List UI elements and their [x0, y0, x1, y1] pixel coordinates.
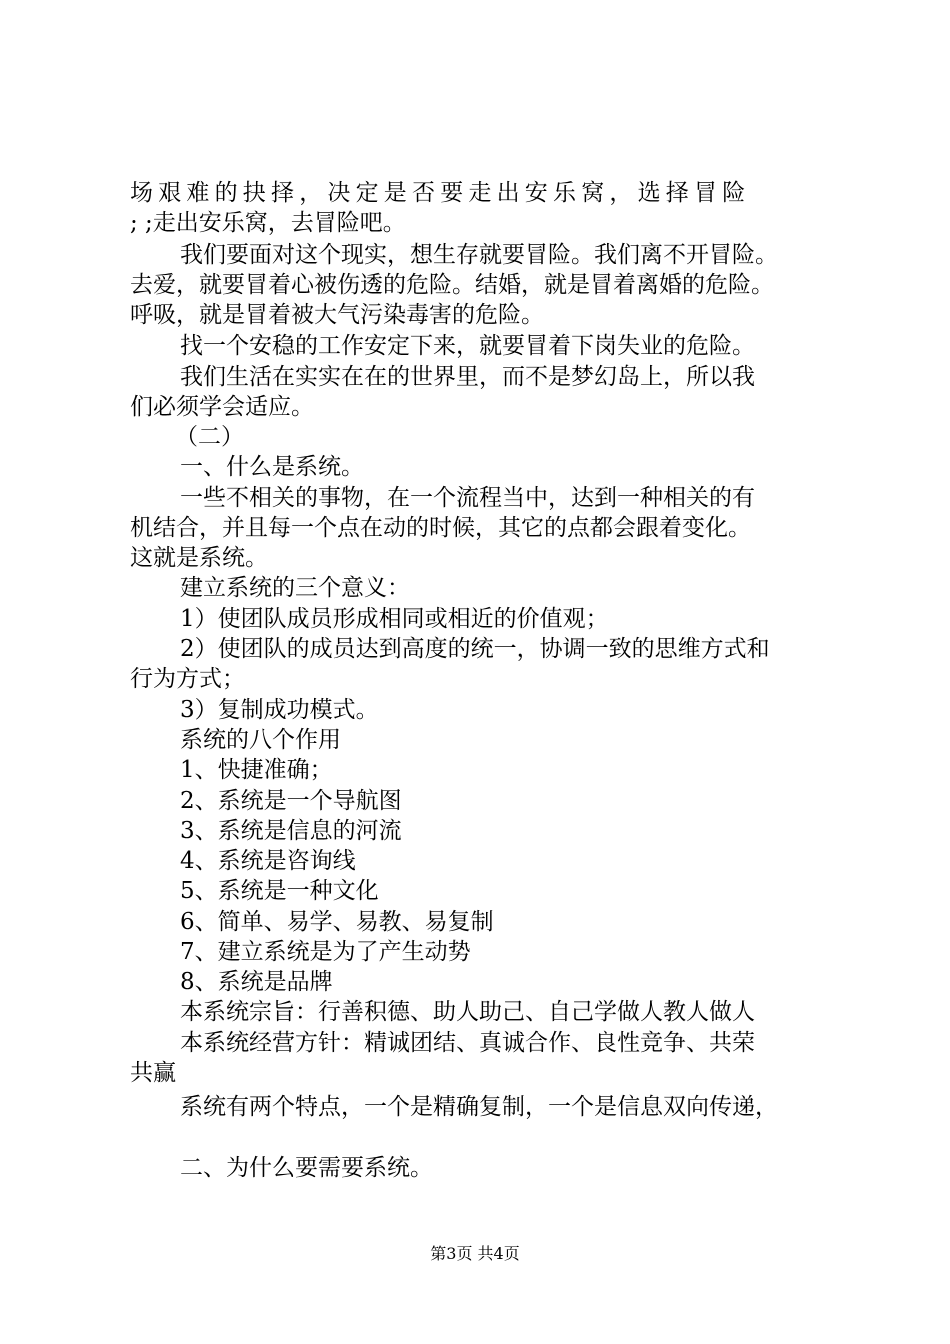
list-heading-meanings: 建立系统的三个意义：	[180, 575, 410, 601]
list-item-function-7: 7、建立系统是为了产生动势	[180, 939, 471, 965]
list-item-meaning-2: 2）使团队的成员达到高度的统一，协调一致的思维方式和	[180, 636, 770, 662]
list-heading-functions: 系统的八个作用	[180, 727, 341, 753]
paragraph-line-6: 找一个安稳的工作安定下来，就要冒着下岗失业的危险。	[180, 333, 755, 359]
page-footer: 第3页 共4页	[430, 1244, 520, 1263]
section-heading-2: 二、为什么要需要系统。	[180, 1155, 433, 1181]
paragraph-line-1: 场艰难的抉择，决定是否要走出安乐窝，选择冒险	[130, 180, 751, 206]
list-item-meaning-3: 3）复制成功模式。	[180, 697, 379, 723]
list-item-function-3: 3、系统是信息的河流	[180, 818, 402, 844]
list-item-function-4: 4、系统是咨询线	[180, 848, 356, 874]
paragraph-purpose: 本系统宗旨：行善积德、助人助己、自己学做人教人做人	[180, 999, 755, 1025]
list-item-function-2: 2、系统是一个导航图	[180, 788, 402, 814]
list-item-function-1: 1、快捷准确；	[180, 757, 333, 783]
paragraph-line-12: 机结合，并且每一个点在动的时候，其它的点都会跟着变化。	[130, 515, 751, 541]
paragraph-policy-cont: 共赢	[130, 1060, 176, 1086]
list-item-function-5: 5、系统是一种文化	[180, 878, 379, 904]
paragraph-line-11: 一些不相关的事物，在一个流程当中，达到一种相关的有	[180, 485, 755, 511]
paragraph-line-3: 我们要面对这个现实，想生存就要冒险。我们离不开冒险。	[180, 242, 778, 268]
section-heading-1: 一、什么是系统。	[180, 454, 364, 480]
paragraph-line-8: 们必须学会适应。	[130, 394, 314, 420]
list-item-meaning-2-cont: 行为方式；	[130, 666, 245, 692]
paragraph-line-7: 我们生活在实实在在的世界里，而不是梦幻岛上，所以我	[180, 364, 755, 390]
paragraph-line-5: 呼吸，就是冒着被大气污染毒害的危险。	[130, 302, 544, 328]
list-item-meaning-1: 1）使团队成员形成相同或相近的价值观；	[180, 606, 609, 632]
list-item-function-6: 6、简单、易学、易教、易复制	[180, 909, 494, 935]
paragraph-line-4: 去爱，就要冒着心被伤透的危险。结婚，就是冒着离婚的危险。	[130, 272, 774, 298]
paragraph-policy: 本系统经营方针：精诚团结、真诚合作、良性竞争、共荣	[180, 1030, 755, 1056]
paragraph-features: 系统有两个特点，一个是精确复制，一个是信息双向传递，	[180, 1094, 778, 1120]
paragraph-line-13: 这就是系统。	[130, 545, 268, 571]
list-item-function-8: 8、系统是品牌	[180, 969, 333, 995]
section-number: （二）	[175, 424, 244, 450]
paragraph-line-2: ; ;走出安乐窝，去冒险吧。	[130, 210, 406, 236]
